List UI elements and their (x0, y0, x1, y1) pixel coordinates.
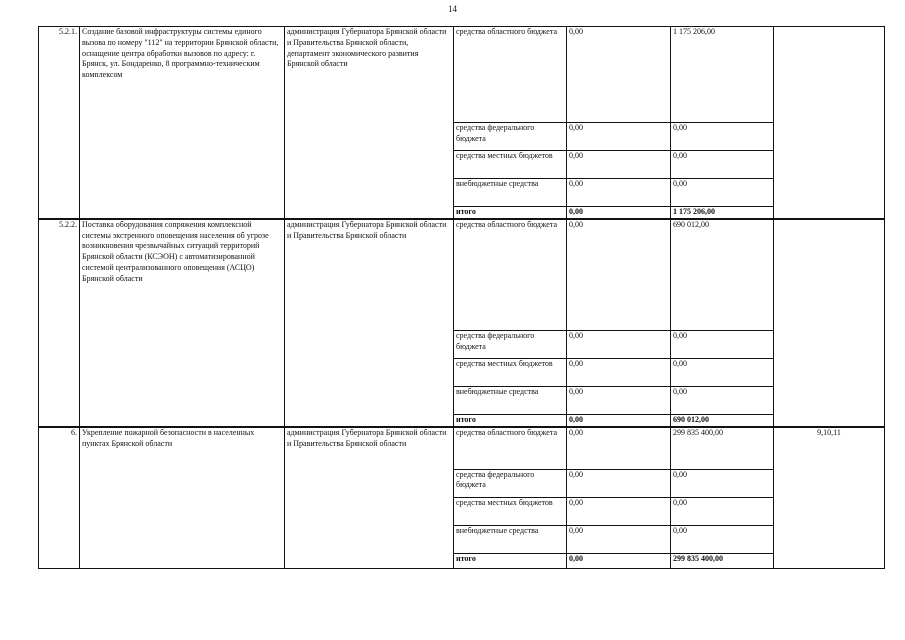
funding-source: внебюджетные средства (454, 525, 567, 553)
funding-source: средства местных бюджетов (454, 497, 567, 525)
amount-col-1: 0,00 (567, 415, 671, 427)
funding-source: средства областного бюджета (454, 219, 567, 331)
amount-col-1: 0,00 (567, 219, 671, 331)
item-description: Укрепление пожарной безопасности в населенных пунктах Брянской области (80, 427, 285, 568)
amount-col-1: 0,00 (567, 151, 671, 179)
item-executor: администрация Губернатора Брянской области и Правительства Брянской области, департамент экономического развития Брянской области (285, 27, 454, 219)
item-number: 6. (39, 427, 80, 568)
amount-col-2: 690 012,00 (671, 219, 774, 331)
amount-col-1: 0,00 (567, 123, 671, 151)
item-number: 5.2.2. (39, 219, 80, 427)
amount-col-1: 0,00 (567, 331, 671, 359)
item-number: 5.2.1. (39, 27, 80, 219)
amount-col-1: 0,00 (567, 497, 671, 525)
item-description: Поставка оборудования сопряжения комплексной системы экстренного оповещения населения об угрозе возникновения чрезвычайных ситуаций территорий Брянской области (КСЭОН) с автоматизированной системой централизованного оповещения (АСЦО) Брянской области (80, 219, 285, 427)
funding-source: итого (454, 553, 567, 568)
amount-col-1: 0,00 (567, 387, 671, 415)
funding-row (39, 219, 885, 331)
amount-col-2: 0,00 (671, 359, 774, 387)
amount-col-1: 0,00 (567, 207, 671, 219)
indicator-ref (774, 219, 885, 427)
amount-col-1: 0,00 (567, 469, 671, 497)
table-body (39, 27, 885, 569)
funding-source: средства областного бюджета (454, 427, 567, 469)
item-executor: администрация Губернатора Брянской области и Правительства Брянской области (285, 427, 454, 568)
item-executor: администрация Губернатора Брянской области и Правительства Брянской области (285, 219, 454, 427)
funding-row (39, 27, 885, 123)
amount-col-1: 0,00 (567, 359, 671, 387)
funding-row (39, 427, 885, 469)
amount-col-2: 0,00 (671, 331, 774, 359)
amount-col-1: 0,00 (567, 525, 671, 553)
amount-col-2: 690 012,00 (671, 415, 774, 427)
amount-col-1: 0,00 (567, 27, 671, 123)
amount-col-2: 0,00 (671, 123, 774, 151)
amount-col-2: 0,00 (671, 525, 774, 553)
amount-col-2: 0,00 (671, 469, 774, 497)
amount-col-1: 0,00 (567, 553, 671, 568)
budget-table (38, 26, 885, 569)
amount-col-2: 0,00 (671, 151, 774, 179)
amount-col-2: 299 835 400,00 (671, 427, 774, 469)
funding-source: средства федерального бюджета (454, 469, 567, 497)
funding-source: средства местных бюджетов (454, 151, 567, 179)
funding-source: итого (454, 415, 567, 427)
indicator-ref: 9,10,11 (774, 427, 885, 568)
amount-col-2: 1 175 206,00 (671, 207, 774, 219)
funding-source: внебюджетные средства (454, 179, 567, 207)
funding-source: средства областного бюджета (454, 27, 567, 123)
amount-col-2: 1 175 206,00 (671, 27, 774, 123)
indicator-ref (774, 27, 885, 219)
amount-col-1: 0,00 (567, 179, 671, 207)
amount-col-1: 0,00 (567, 427, 671, 469)
funding-source: итого (454, 207, 567, 219)
item-description: Создание базовой инфраструктуры системы единого вызова по номеру "112" на территории Брянской области, оснащение центра обработки вызовов по адресу: г. Брянск, ул. Бондаренко, 8 программно-техническим комплексом (80, 27, 285, 219)
amount-col-2: 0,00 (671, 179, 774, 207)
amount-col-2: 0,00 (671, 497, 774, 525)
funding-source: средства федерального бюджета (454, 123, 567, 151)
amount-col-2: 0,00 (671, 387, 774, 415)
funding-source: средства федерального бюджета (454, 331, 567, 359)
funding-source: внебюджетные средства (454, 387, 567, 415)
page-number: 14 (448, 4, 457, 14)
amount-col-2: 299 835 400,00 (671, 553, 774, 568)
funding-source: средства местных бюджетов (454, 359, 567, 387)
